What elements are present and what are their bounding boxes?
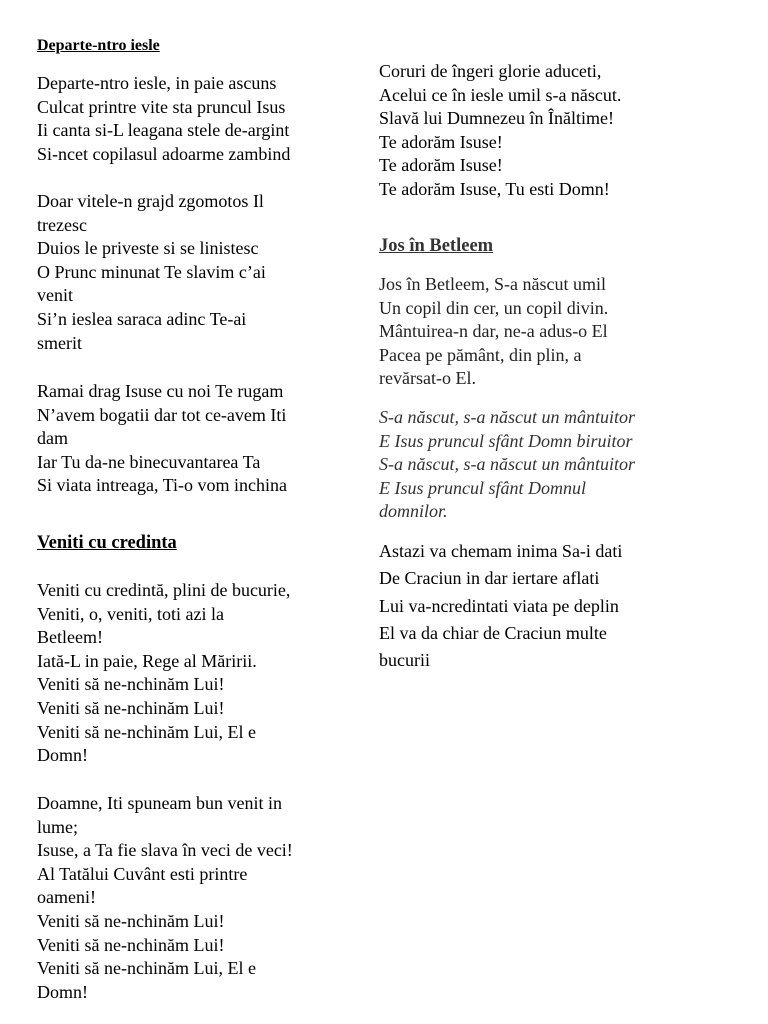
lyric-line: N’avem bogatii dar tot ce-avem Iti — [37, 404, 287, 425]
lyric-line: Veniti să ne-nchinăm Lui, El e — [37, 958, 256, 979]
lyric-line: Lui va-ncredintati viata pe deplin — [379, 595, 619, 616]
lyric-line: Ii canta si-L leagana stele de-argint — [37, 120, 290, 141]
lyric-line: Al Tatălui Cuvânt esti printre — [37, 863, 248, 884]
lyric-line: Te adorăm Isuse! — [379, 155, 503, 176]
continuation-stanza — [379, 60, 621, 202]
refrain-stanza — [379, 406, 635, 524]
lyric-line: Betleem! — [37, 627, 103, 648]
lyric-line: Te adorăm Isuse, Tu esti Domn! — [379, 178, 610, 199]
lyric-line: Iată-L in paie, Rege al Măririi. — [37, 650, 257, 671]
lyric-line: Departe-ntro iesle, in paie ascuns — [37, 73, 277, 93]
song-title-veniti-cu-credinta: Veniti cu credinta — [37, 533, 177, 553]
lyric-line: Culcat printre vite sta pruncul Isus — [37, 96, 286, 117]
lyric-line: lume; — [37, 816, 78, 837]
refrain-line: S-a născut, s-a născut un mântuitor — [379, 454, 635, 475]
lyric-line: smerit — [37, 332, 82, 353]
lyric-line: O Prunc minunat Te slavim c’ai — [37, 261, 266, 282]
lyric-line: Jos în Betleem, S-a născut umil — [379, 274, 606, 294]
stanza-1 — [37, 72, 290, 166]
lyric-line: Duios le priveste si se linistesc — [37, 238, 259, 259]
lyric-line: Isuse, a Ta fie slava în veci de veci! — [37, 840, 293, 861]
lyric-line: oameni! — [37, 887, 96, 908]
refrain-line: S-a născut, s-a născut un mântuitor — [379, 407, 635, 427]
lyric-line: Domn! — [37, 981, 88, 1002]
refrain-line: E Isus pruncul sfânt Domn biruitor — [379, 430, 633, 451]
lyric-line: Veniti, o, veniti, toti azi la — [37, 603, 224, 624]
song-title-jos-in-betleem: Jos în Betleem — [379, 236, 494, 256]
lyric-line: Si’n ieslea saraca adinc Te-ai — [37, 308, 247, 329]
verse-stanza — [379, 273, 608, 391]
lyric-line: bucurii — [379, 650, 430, 671]
lyric-line: Doar vitele-n grajd zgomotos Il — [37, 191, 264, 211]
refrain-line: domnilor. — [379, 501, 448, 522]
lyric-line: Si-ncet copilasul adoarme zambind — [37, 143, 291, 164]
lyric-line: Un copil din cer, un copil divin. — [379, 297, 609, 318]
stanza-4 — [37, 579, 290, 768]
stanza-3 — [37, 380, 287, 498]
song-title-departe-ntro-iesle: Departe-ntro iesle — [37, 37, 160, 54]
lyric-line: Slavă lui Dumnezeu în Înăltime! — [379, 108, 614, 129]
lyric-line: Veniti să ne-nchinăm Lui! — [37, 934, 225, 955]
lyric-line: dam — [37, 428, 68, 449]
lyric-line: Acelui ce în iesle umil s-a născut. — [379, 84, 622, 105]
lyric-line: Doamne, Iti spuneam bun venit in — [37, 793, 282, 813]
lyric-line: Pacea pe pământ, din plin, a — [379, 344, 582, 365]
stanza-5 — [37, 792, 293, 1004]
lyric-line: De Craciun in dar iertare aflati — [379, 568, 600, 589]
lyric-line: Veniti cu credintă, plini de bucurie, — [37, 580, 291, 600]
closing-stanza — [379, 538, 622, 674]
lyric-line: revărsat-o El. — [379, 368, 476, 389]
lyric-line: venit — [37, 285, 73, 306]
stanza-2 — [37, 190, 266, 355]
lyric-line: Veniti să ne-nchinăm Lui! — [37, 697, 225, 718]
lyric-line: Si viata intreaga, Ti-o vom inchina — [37, 475, 287, 496]
lyric-line: Ramai drag Isuse cu noi Te rugam — [37, 381, 284, 401]
lyric-line: Veniti să ne-nchinăm Lui! — [37, 674, 225, 695]
lyric-line: Te adorăm Isuse! — [379, 131, 503, 152]
refrain-line: E Isus pruncul sfânt Domnul — [379, 477, 586, 498]
lyric-line: Domn! — [37, 745, 88, 766]
lyric-line: Iar Tu da-ne binecuvantarea Ta — [37, 451, 261, 472]
lyric-line: trezesc — [37, 214, 87, 235]
lyric-line: Coruri de îngeri glorie aduceti, — [379, 61, 602, 81]
lyric-line: Veniti să ne-nchinăm Lui, El e — [37, 721, 256, 742]
lyric-line: Mântuirea-n dar, ne-a adus-o El — [379, 321, 608, 342]
lyric-line: Veniti să ne-nchinăm Lui! — [37, 910, 225, 931]
lyric-line: El va da chiar de Craciun multe — [379, 622, 607, 643]
lyric-line: Astazi va chemam inima Sa-i dati — [379, 541, 623, 561]
